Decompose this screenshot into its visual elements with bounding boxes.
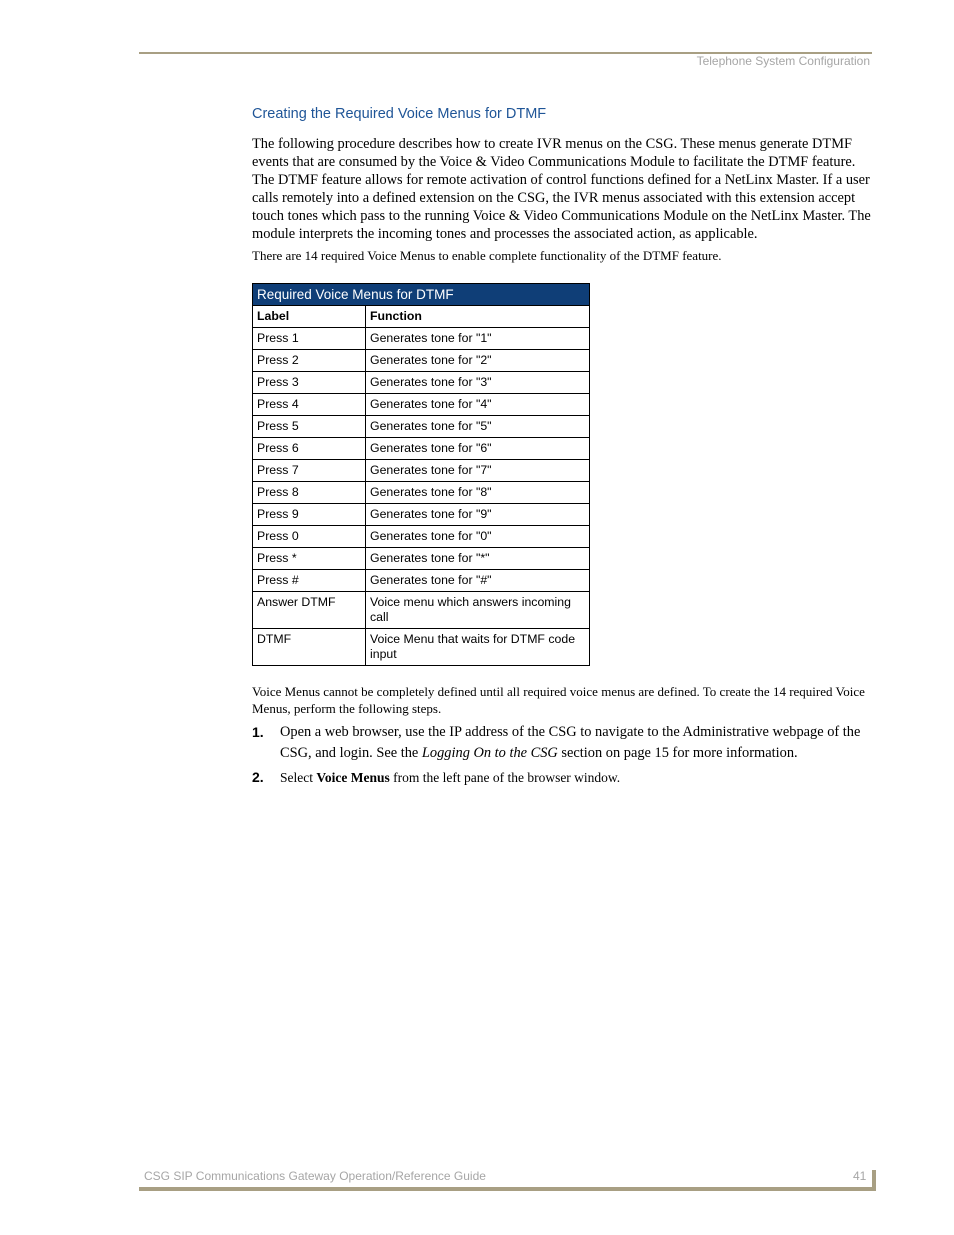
step-number: 2.: [252, 769, 264, 785]
step-number: 1.: [252, 724, 264, 740]
step-text: Select Voice Menus from the left pane of the browser window.: [280, 770, 621, 785]
table-row: [253, 482, 590, 504]
label-cell: Press 9: [253, 504, 366, 526]
function-cell: Generates tone for "5": [366, 416, 590, 438]
function-cell: Generates tone for "7": [366, 460, 590, 482]
table-row: [253, 629, 590, 666]
intro-note-paragraph: There are 14 required Voice Menus to enable complete functionality of the DTMF feature.: [252, 248, 722, 263]
label-cell: Press *: [253, 548, 366, 570]
function-cell: Generates tone for "4": [366, 394, 590, 416]
page-number: 41: [853, 1169, 867, 1183]
table-row: [253, 438, 590, 460]
label-cell: Press 2: [253, 350, 366, 372]
function-cell: Voice menu which answers incoming call: [366, 592, 590, 629]
cross-reference-link[interactable]: Logging On to the CSG: [421, 745, 558, 761]
after-table-paragraph: Voice Menus cannot be completely defined until all required voice menus are defined. To create the 14 required Voice Menus, perform the following steps.: [252, 684, 865, 716]
column-header-label: Label: [253, 306, 366, 328]
label-cell: Press 4: [253, 394, 366, 416]
label-cell: Press 0: [253, 526, 366, 548]
footer-rule: [139, 1187, 876, 1191]
label-cell: DTMF: [253, 629, 366, 666]
table-row: [253, 526, 590, 548]
table-row: [253, 394, 590, 416]
function-cell: Generates tone for "3": [366, 372, 590, 394]
table-row: [253, 548, 590, 570]
table-row: [253, 592, 590, 629]
voice-menus-table: [252, 283, 590, 666]
label-cell: Press 7: [253, 460, 366, 482]
step-1: [252, 722, 872, 764]
label-cell: Press 1: [253, 328, 366, 350]
function-cell: Generates tone for "*": [366, 548, 590, 570]
function-cell: Generates tone for "#": [366, 570, 590, 592]
table-caption: Required Voice Menus for DTMF: [253, 284, 590, 306]
table-row: [253, 328, 590, 350]
table-body: [253, 328, 590, 666]
function-cell: Generates tone for "9": [366, 504, 590, 526]
function-cell: Generates tone for "2": [366, 350, 590, 372]
table-row: [253, 350, 590, 372]
label-cell: Press 5: [253, 416, 366, 438]
table-row: [253, 504, 590, 526]
function-cell: Voice Menu that waits for DTMF code input: [366, 629, 590, 666]
function-cell: Generates tone for "1": [366, 328, 590, 350]
column-header-function: Function: [366, 306, 590, 328]
step-2: [252, 767, 872, 788]
table-row: [253, 460, 590, 482]
table-row: [253, 416, 590, 438]
footer-title: CSG SIP Communications Gateway Operation/Reference Guide: [144, 1169, 486, 1183]
ui-term: Voice Menus: [316, 770, 390, 785]
step-text: Open a web browser, use the IP address of the CSG to navigate to the Administrative webpage of the CSG, and login. See the Logging On to the CSG section on page 15 for more information.: [280, 724, 861, 761]
intro-paragraph: The following procedure describes how to create IVR menus on the CSG. These menus generate DTMF events that are consumed by the Voice & Video Communications Module to facilitate the DTMF feature. The DTMF feature allows for remote activation of control functions defined for a NetLinx Master. If a user calls remotely into a defined extension on the CSG, the IVR menus associated with this extension accept touch tones which pass to the running Voice & Video Communications Module on the NetLinx Master. The module interprets the incoming tones and processes the associated action, as applicable.: [252, 136, 871, 242]
running-header: Telephone System Configuration: [696, 54, 870, 68]
table-row: [253, 570, 590, 592]
label-cell: Press 6: [253, 438, 366, 460]
section-title: Creating the Required Voice Menus for DTMF: [252, 106, 547, 122]
table-row: [253, 372, 590, 394]
function-cell: Generates tone for "8": [366, 482, 590, 504]
label-cell: Press #: [253, 570, 366, 592]
function-cell: Generates tone for "0": [366, 526, 590, 548]
label-cell: Press 8: [253, 482, 366, 504]
label-cell: Press 3: [253, 372, 366, 394]
function-cell: Generates tone for "6": [366, 438, 590, 460]
label-cell: Answer DTMF: [253, 592, 366, 629]
